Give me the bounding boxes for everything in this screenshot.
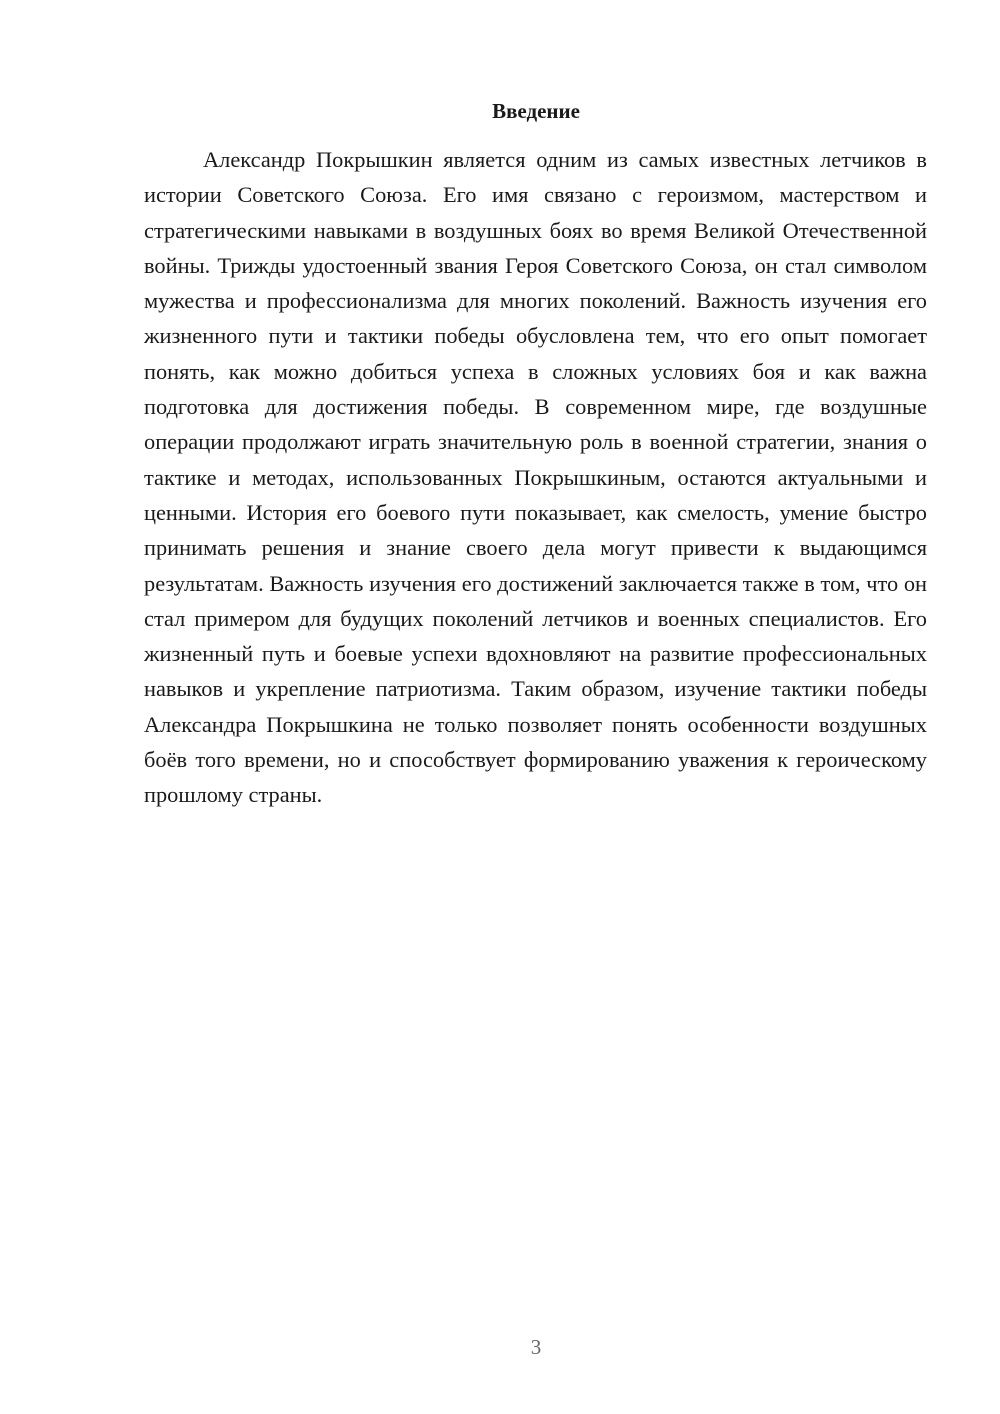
body-paragraph: Александр Покрышкин является одним из самых известных летчиков в истории Советского Союза. Его имя связано с героизмом, мастерством и стратегическими навыками в воздушных боях во время Великой Отечественной войны. Трижды удостоенный звания Героя Советского Союза, он стал символом мужества и профессионализма для многих поколений. Важность изучения его жизненного пути и тактики победы обусловлена тем, что его опыт помогает понять, как можно добиться успеха в сложных условиях боя и как важна подготовка для достижения победы. В современном мире, где воздушные операции продолжают играть значительную роль в военной стратегии, знания о тактике и методах, использованных Покрышкиным, остаются актуальными и ценными. История его боевого пути показывает, как смелость, умение быстро принимать решения и знание своего дела могут привести к выдающимся результатам. Важность изучения его достижений заключается также в том, что он стал примером для будущих поколений летчиков и военных специалистов. Его жизненный путь и боевые успехи вдохновляют на развитие профессиональных навыков и укрепление патриотизма. Таким образом, изучение тактики победы Александра Покрышкина не только позволяет понять особенности воздушных боёв того времени, но и способствует формированию уважения к героическому прошлому страны.: [144, 147, 927, 808]
page-number: 3: [530, 1335, 542, 1359]
section-heading: Введение: [492, 99, 580, 123]
